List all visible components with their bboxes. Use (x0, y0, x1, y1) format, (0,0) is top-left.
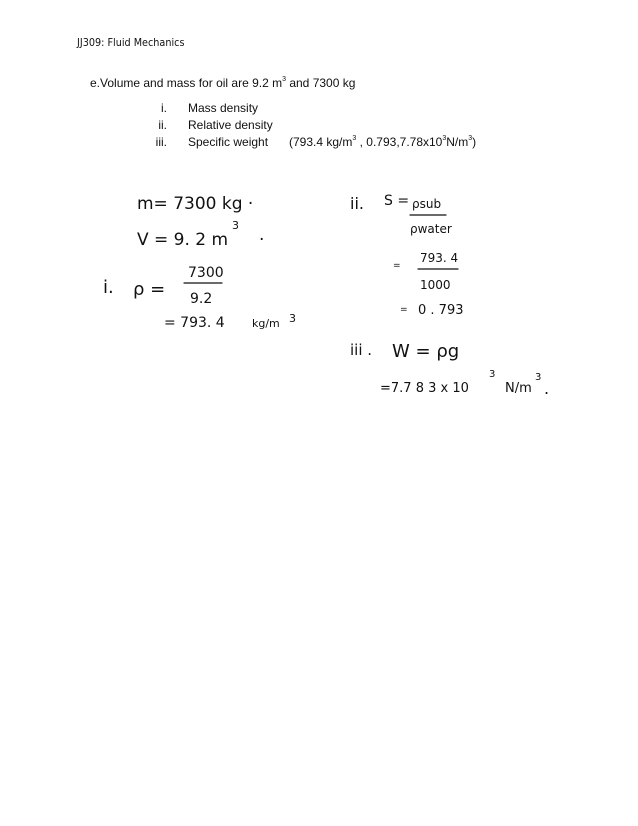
hw-s-result: 0 . 793 (418, 303, 464, 318)
answer-c: N/m (446, 135, 469, 149)
page-header: JJ309: Fluid Mechanics (77, 37, 185, 49)
hw-s-fraction-denominator: 1000 (420, 278, 451, 292)
part-label: Specific weight (188, 135, 269, 149)
part-number: iii. (155, 135, 167, 149)
hw-rho-denominator: 9.2 (190, 291, 213, 307)
hw-s-eq: S = (384, 193, 410, 209)
hw-part-i-label: i. (103, 277, 114, 298)
question-sup: 3 (282, 76, 286, 83)
hw-volume-line: V = 9. 2 m (137, 230, 229, 250)
hw-rho-result: = 793. 4 (164, 315, 225, 331)
answer-a: (793.4 kg/m (289, 135, 353, 149)
hw-mass-line: m= 7300 kg · (137, 194, 254, 214)
hw-w-sup: 3 (489, 369, 496, 380)
question-text-after: and 7300 kg (286, 76, 356, 90)
hw-rho-eq: ρ = (133, 279, 166, 300)
answer-b-sup: 3 (442, 135, 447, 142)
part-number: i. (161, 101, 167, 115)
answer-d: ) (472, 135, 477, 149)
hw-w-dot: . (544, 379, 550, 398)
hw-volume-sup: 3 (232, 219, 239, 232)
question-text-before: e.Volume and mass for oil are 9.2 m (90, 76, 283, 90)
hw-rho-numerator: 7300 (188, 265, 224, 281)
hw-s-eq2: = (393, 261, 401, 271)
hw-rho-unit: kg/m (252, 317, 280, 330)
hw-s-eq3: = (400, 305, 408, 315)
part-number: ii. (158, 118, 167, 132)
answer-a-sup: 3 (352, 135, 357, 142)
hw-w-unit-sup: 3 (535, 372, 542, 383)
hw-w-unit: N/m (505, 381, 532, 396)
hw-part-iii-label: iii . (350, 341, 373, 359)
hw-s-numerator: ρsub (412, 197, 442, 211)
part-label: Relative density (188, 118, 273, 132)
hw-w-result: =7.7 8 3 x 10 (380, 381, 469, 396)
hw-w-eq: W = ρg (392, 341, 460, 362)
hw-rho-unit-sup: 3 (289, 312, 296, 325)
answer-b: , 0.793,7.78x10 (356, 135, 443, 149)
hw-s-fraction-numerator: 793. 4 (420, 251, 459, 265)
hw-s-denominator: ρwater (410, 222, 452, 236)
answer-c-sup: 3 (468, 135, 473, 142)
part-label: Mass density (188, 101, 259, 115)
hw-volume-dot: . (259, 225, 265, 245)
hw-part-ii-label: ii. (350, 194, 364, 213)
